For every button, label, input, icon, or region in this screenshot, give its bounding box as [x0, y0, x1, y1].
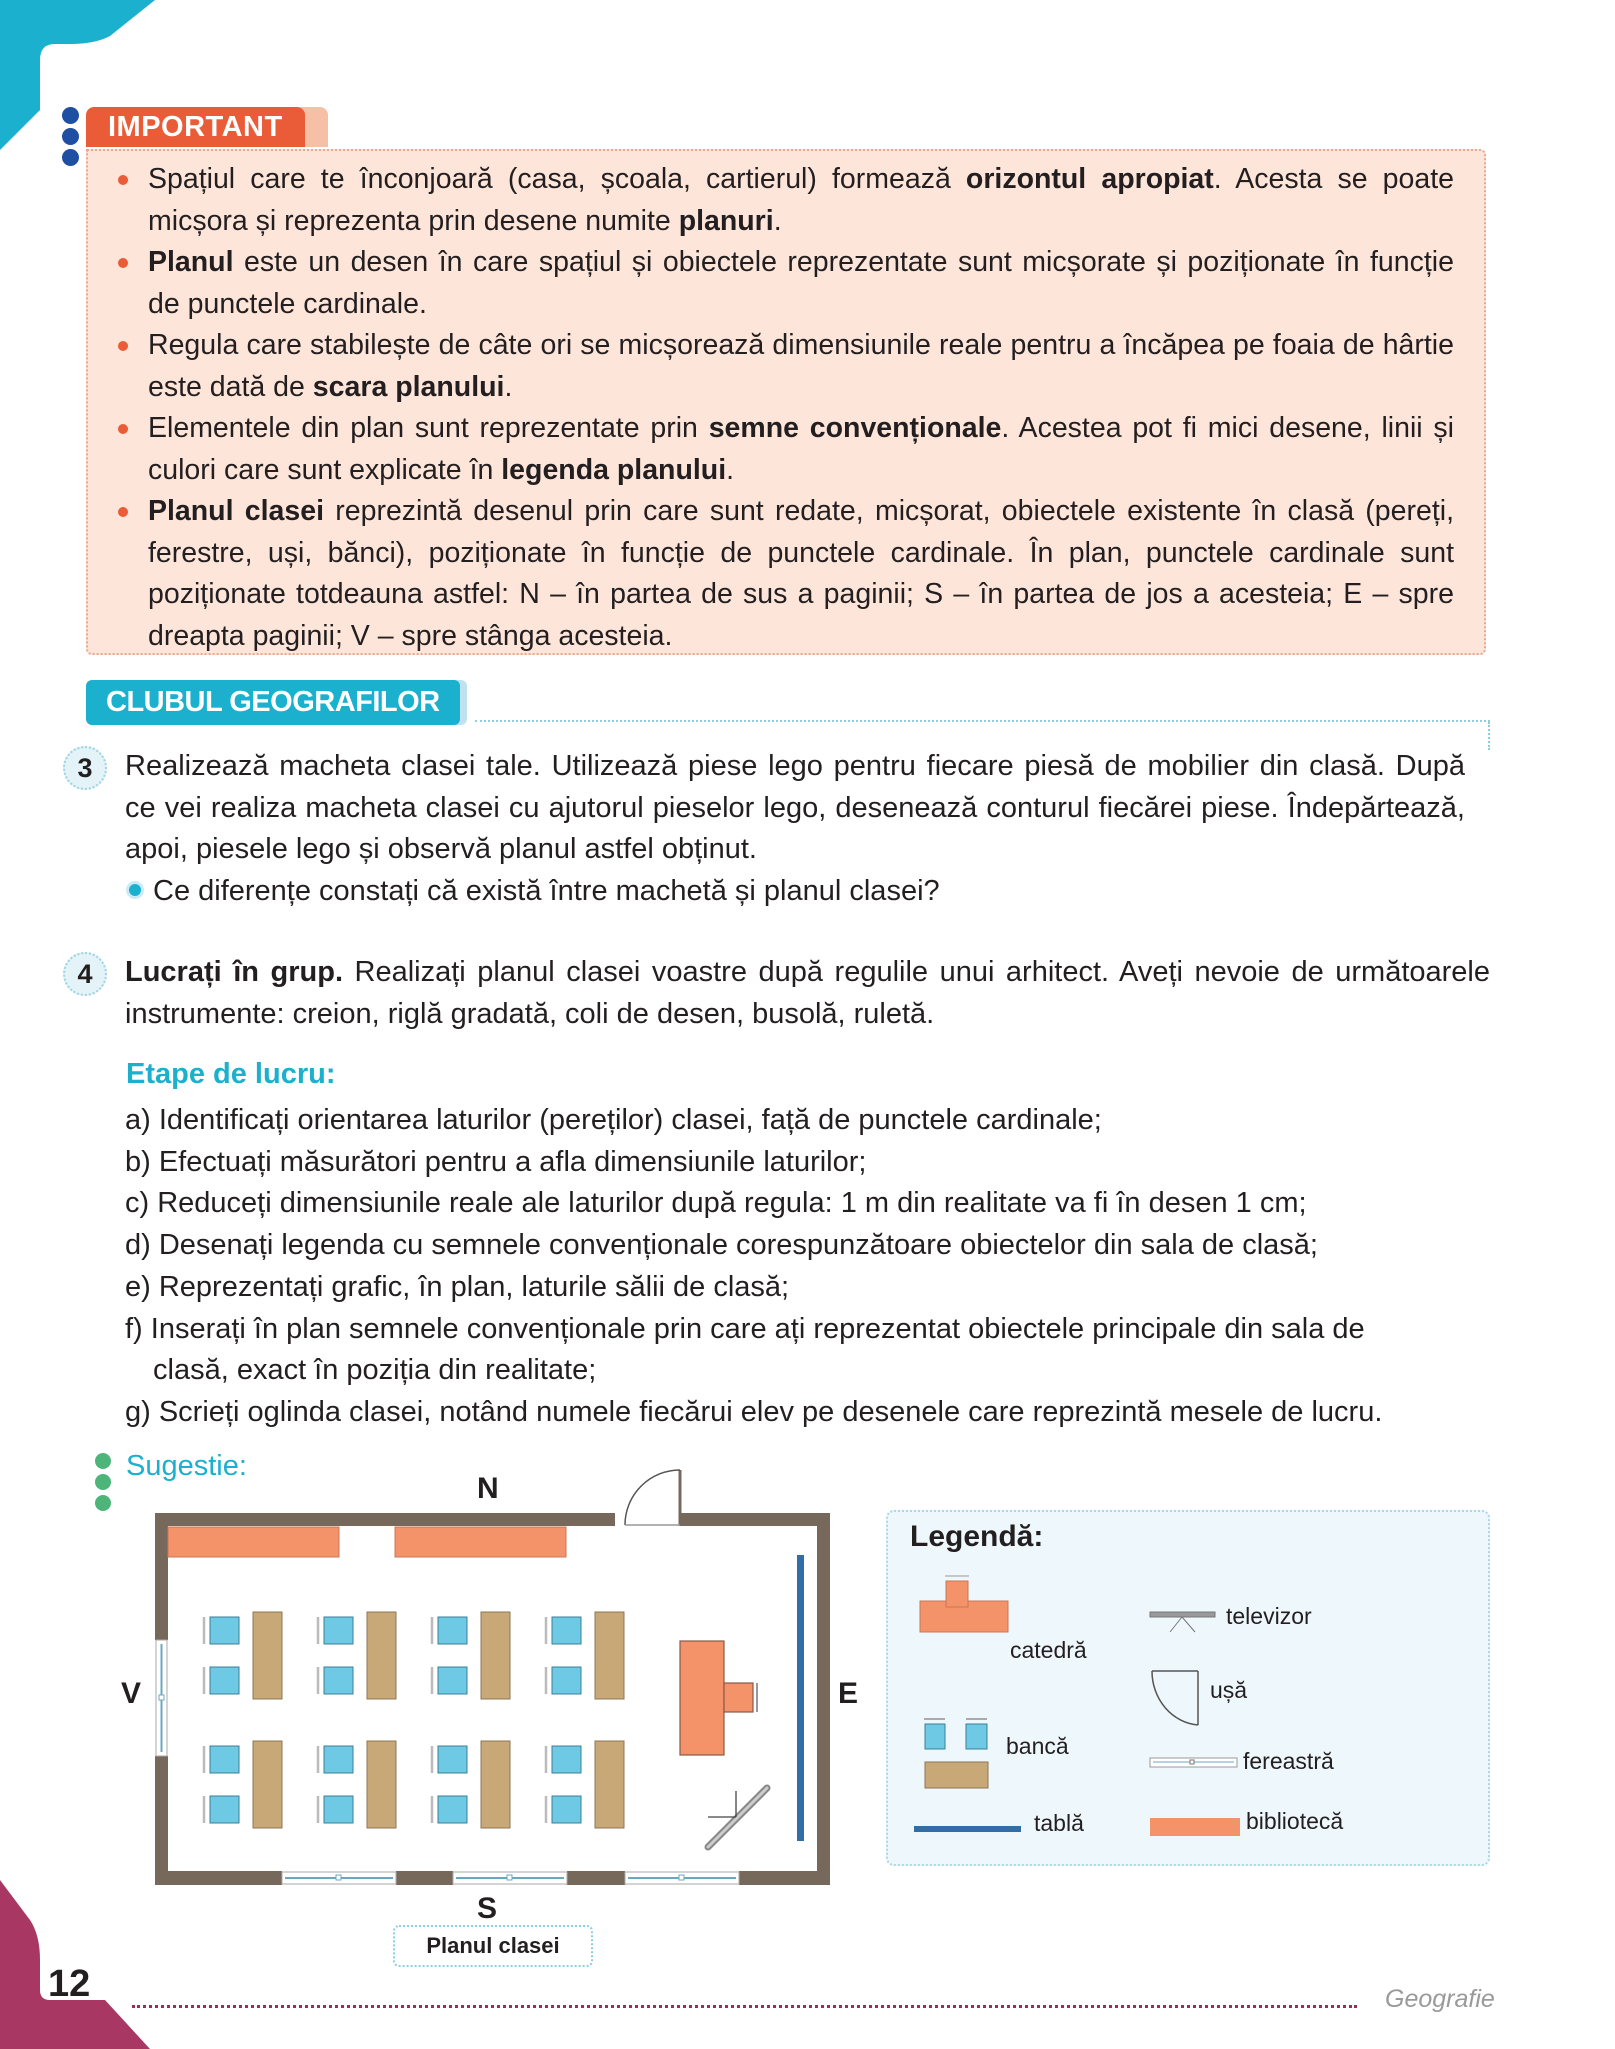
important-item: Elementele din plan sunt reprezentate prin semne convenționale. Acestea pot fi mici desene, linii și culori care sunt explicate în legenda planului. [148, 408, 1454, 491]
legend-fereastra: fereastră [1243, 1748, 1334, 1774]
teacher-desk [680, 1641, 757, 1755]
fereastra-icon [1150, 1758, 1237, 1767]
step-b: b) Efectuați măsurători pentru a afla dimensiunile laturilor; [125, 1145, 867, 1178]
step-c: c) Reduceți dimensiunile reale ale laturilor după regula: 1 m din realitate va fi în desen 1 cm; [125, 1187, 1307, 1220]
page-number: 12 [48, 1963, 91, 2005]
tv-icon [708, 1788, 767, 1847]
window-west [156, 1640, 167, 1756]
legend-tabla: tablă [1034, 1810, 1084, 1836]
catedra-icon [920, 1576, 1008, 1632]
banca-icon [924, 1719, 988, 1788]
step-g: g) Scrieți oglinda clasei, notând numele fiecărui elev pe desenele care reprezintă mesele de lucru. [125, 1395, 1383, 1428]
step-a: a) Identificați orientarea laturilor (pereților) clasei, față de punctele cardinale; [125, 1104, 1102, 1136]
student-desks [204, 1612, 624, 1828]
legend-televizor: televizor [1226, 1603, 1312, 1629]
step-d: d) Desenați legenda cu semnele convenționale corespunzătoare obiectelor din sala de clasă; [125, 1229, 1318, 1262]
plan-caption: Planul clasei [393, 1925, 593, 1967]
step-e: e) Reprezentați grafic, în plan, laturile sălii de clasă; [125, 1270, 790, 1303]
west-label: V [121, 1677, 142, 1710]
important-heading: IMPORTANT [86, 107, 305, 147]
footer-divider [132, 2005, 1357, 2008]
bookcases [168, 1527, 566, 1557]
footer-subject: Geografie [1385, 1985, 1495, 2013]
usa-icon [1152, 1671, 1198, 1725]
important-item: Planul este un desen în care spațiul și obiectele reprezentate sunt micșorate și poziționate în funcție de punctele cardinale. [148, 242, 1454, 325]
exercise-3-number: 3 [63, 746, 107, 790]
exercise-4-text: Lucrați în grup. Realizați planul clasei voastre după regulile unui arhitect. Aveți nevoie de următoarele instrumente: creion, riglă gradată, coli de desen, busolă, ruletă. [125, 956, 1490, 1030]
step-f: f) Inserați în plan semnele convenționale prin care ați reprezentat obiectele principale din sala de [125, 1312, 1365, 1345]
door-icon [625, 1470, 680, 1526]
north-label: N [477, 1472, 499, 1505]
important-item: Planul clasei reprezintă desenul prin care sunt redate, micșorat, obiectele existente în clasă (pereți, ferestre, uși, bănci), poziționate în funcție de punctele cardinale. În plan, punctele cardinale sunt poziționate totdeauna astfel: N – în partea de sus a paginii; S – în partea de jos a acesteia; E – spre dreapta paginii; V – spre stânga acesteia. [148, 491, 1454, 657]
windows-south [282, 1872, 739, 1884]
club-heading: CLUBUL GEOGRAFILOR [86, 680, 460, 725]
step-f-continued: clasă, exact în poziția din realitate; [153, 1354, 597, 1387]
tabla-icon [914, 1826, 1021, 1832]
blackboard [797, 1555, 804, 1841]
televizor-icon [1150, 1612, 1215, 1632]
legend-usa: ușă [1210, 1677, 1248, 1703]
legend-symbols [880, 1500, 1500, 1880]
steps-title: Etape de lucru: [126, 1058, 336, 1090]
legend-banca: bancă [1006, 1733, 1069, 1759]
exercise-4-number: 4 [63, 952, 107, 996]
suggestion-label: Sugestie: [126, 1450, 247, 1482]
legend-title: Legendă: [910, 1520, 1044, 1553]
biblioteca-icon [1150, 1818, 1240, 1836]
south-label: S [477, 1892, 498, 1925]
important-item: Spațiul care te înconjoară (casa, școala, cartierul) formează orizontul apropiat. Acesta se poate micșora și reprezenta prin desene numite planuri. [148, 159, 1454, 242]
exercise-3-text: Realizează macheta clasei tale. Utilizează piese lego pentru fiecare piesă de mobilier din clasă. După ce vei realiza macheta clasei cu ajutorul pieselor lego, desenează conturul fiecărei piese. Îndepărtează, apoi, piesele lego și observă planul astfel obținut. [125, 750, 1465, 865]
exercise-3-question: Ce diferențe constați că există între machetă și planul clasei? [125, 871, 1465, 913]
east-label: E [838, 1677, 859, 1710]
legend-catedra: catedră [1010, 1637, 1087, 1663]
important-item: Regula care stabilește de câte ori se micșorează dimensiunile reale pentru a încăpea pe foaia de hârtie este dată de scara planului. [148, 325, 1454, 408]
legend-biblioteca: bibliotecă [1246, 1808, 1344, 1834]
